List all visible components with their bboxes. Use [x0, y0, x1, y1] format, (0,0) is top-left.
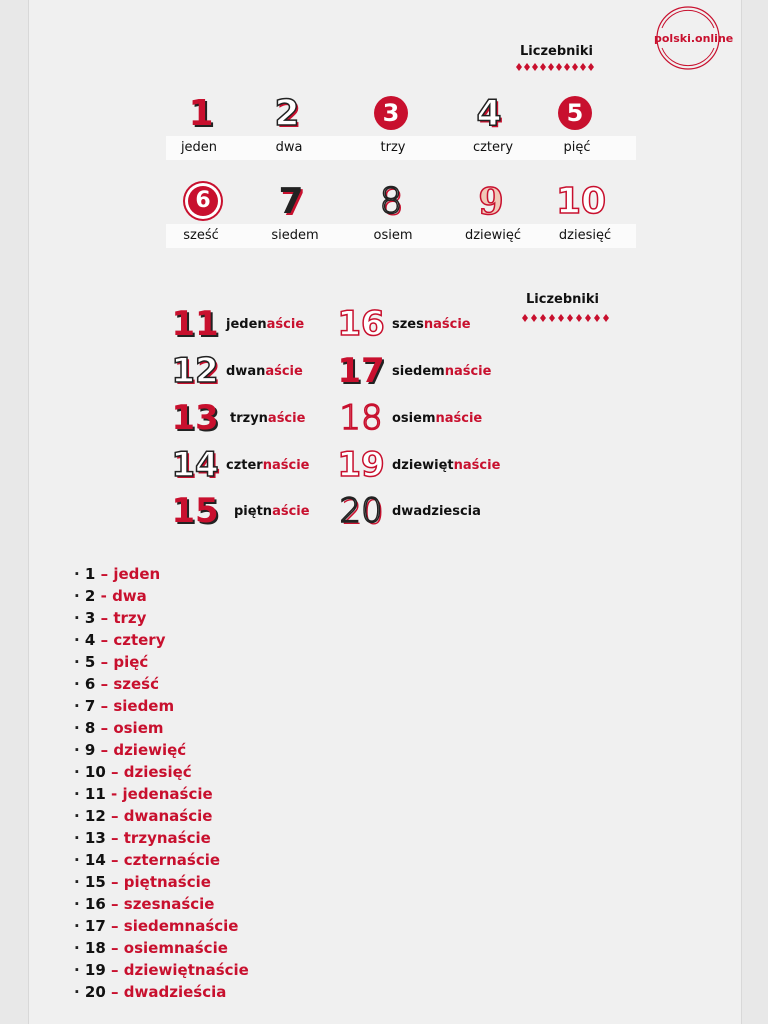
list-number: 16 [84, 895, 106, 913]
list-separator: – [100, 741, 109, 759]
list-word: dziewięć [113, 741, 187, 759]
teen-15: 15 piętnaście [171, 491, 310, 531]
digit-9: 9 [478, 181, 504, 223]
list-separator: – [111, 873, 119, 891]
list-separator: – [111, 917, 119, 935]
list-number: 19 [84, 961, 106, 979]
teen-17: 17 siedemnaście [337, 351, 492, 391]
list-separator: – [111, 983, 119, 1001]
list-word: sześć [113, 675, 159, 693]
bullet: · [74, 785, 85, 803]
list-word: cztery [113, 631, 166, 649]
list-item [74, 563, 249, 585]
word-dziewiec: dziewięć [464, 228, 522, 243]
list-number: 3 [84, 609, 96, 627]
list-word: czternaście [123, 851, 221, 869]
list-number: 4 [84, 631, 96, 649]
word-osiem: osiem [373, 228, 413, 243]
list-item [74, 827, 249, 849]
teen-18: 18 osiemnaście [339, 398, 483, 438]
list-word: osiemnaście [123, 939, 228, 957]
list-word: dziewiętnaście [123, 961, 249, 979]
list-number: 6 [84, 675, 96, 693]
list-separator: – [100, 719, 109, 737]
list-word: szesnaście [123, 895, 215, 913]
list-number: 20 [84, 983, 106, 1001]
list-word: osiem [113, 719, 164, 737]
word-trzy: trzy [380, 140, 406, 155]
polski-online-logo[interactable] [654, 4, 734, 72]
list-number: 9 [84, 741, 96, 759]
list-item [74, 651, 249, 673]
bullet: · [74, 653, 85, 671]
diamond-divider-icon [516, 63, 600, 71]
list-item [74, 739, 249, 761]
numbers-list [74, 563, 249, 1003]
teen-13: 13 trzynaście [171, 398, 306, 438]
word-piec: pięć [563, 140, 591, 155]
list-separator: – [111, 851, 119, 869]
bullet: · [74, 961, 85, 979]
list-word: siedem [113, 697, 175, 715]
list-separator: – [111, 895, 119, 913]
list-separator: – [100, 697, 109, 715]
bullet: · [74, 587, 85, 605]
bullet: · [74, 675, 85, 693]
list-number: 15 [84, 873, 106, 891]
list-separator: – [111, 961, 119, 979]
list-item [74, 629, 249, 651]
list-number: 5 [84, 653, 96, 671]
list-word: jeden [113, 565, 161, 583]
teen-19: 19 dziewiętnaście [337, 445, 501, 485]
numbers-11-20-card [166, 284, 644, 540]
list-separator: - [100, 587, 107, 605]
bullet: · [74, 741, 85, 759]
list-item [74, 937, 249, 959]
list-separator: – [100, 675, 109, 693]
list-separator: – [111, 807, 119, 825]
list-item [74, 959, 249, 981]
word-szesc: sześć [183, 228, 219, 243]
list-item [74, 981, 249, 1003]
list-item [74, 673, 249, 695]
teen-20: 20 dwadziescia [339, 491, 481, 531]
bullet: · [74, 851, 85, 869]
list-separator: – [111, 939, 119, 957]
bullet: · [74, 917, 85, 935]
list-word: dziesięć [123, 763, 192, 781]
digit-2: 2 [274, 93, 300, 134]
list-number: 11 [84, 785, 106, 803]
bullet: · [74, 763, 85, 781]
list-number: 12 [84, 807, 106, 825]
list-number: 7 [84, 697, 96, 715]
list-number: 8 [84, 719, 96, 737]
list-number: 14 [84, 851, 106, 869]
list-word: dwanaście [123, 807, 213, 825]
list-word: pięć [113, 653, 149, 671]
list-separator: - [111, 785, 118, 803]
word-siedem: siedem [271, 228, 319, 243]
list-item [74, 761, 249, 783]
word-jeden: jeden [180, 140, 218, 155]
bullet: · [74, 697, 85, 715]
list-number: 2 [84, 587, 96, 605]
list-separator: – [111, 763, 119, 781]
bullet: · [74, 565, 85, 583]
list-word: trzy [113, 609, 147, 627]
list-separator: – [100, 565, 109, 583]
list-item [74, 893, 249, 915]
list-separator: – [100, 631, 109, 649]
list-number: 1 [84, 565, 96, 583]
teen-16: 16 szesnaście [337, 304, 471, 344]
teen-11: 11 jedenaście [171, 304, 305, 344]
word-dwa: dwa [275, 140, 303, 155]
list-word: siedemnaście [123, 917, 239, 935]
numbers-1-10-card [166, 38, 636, 274]
list-item [74, 915, 249, 937]
bullet: · [74, 807, 85, 825]
list-word: piętnaście [123, 873, 211, 891]
diamond-divider-icon [522, 314, 614, 322]
digit-10: 10 [555, 181, 607, 222]
digit-5: 5 [540, 96, 610, 130]
list-word: dwadzieścia [123, 983, 227, 1001]
digit-8: 8 [379, 181, 403, 222]
list-number: 17 [84, 917, 106, 935]
bullet: · [74, 873, 85, 891]
digit-6: 6 [168, 186, 238, 216]
word-cztery: cztery [472, 140, 514, 155]
list-item [74, 871, 249, 893]
digit-7: 7 [278, 181, 304, 222]
list-separator: – [100, 609, 109, 627]
list-word: trzynaście [123, 829, 211, 847]
list-separator: – [111, 829, 119, 847]
logo-text: polski.online [654, 32, 734, 45]
list-item [74, 717, 249, 739]
list-item [74, 805, 249, 827]
list-item [74, 783, 249, 805]
list-number: 18 [84, 939, 106, 957]
bullet: · [74, 631, 85, 649]
list-word: dwa [112, 587, 147, 605]
digit-1: 1 [188, 93, 214, 134]
card2-title: Liczebniki [526, 292, 599, 307]
list-number: 13 [84, 829, 106, 847]
teen-14: 14 czternaście [171, 445, 310, 485]
bullet: · [74, 983, 85, 1001]
list-number: 10 [84, 763, 106, 781]
word-dziesiec: dziesięć [558, 228, 612, 243]
bullet: · [74, 829, 85, 847]
list-item [74, 607, 249, 629]
card1-title: Liczebniki [520, 44, 593, 59]
bullet: · [74, 609, 85, 627]
bullet: · [74, 939, 85, 957]
digit-3: 3 [356, 96, 426, 130]
list-item [74, 585, 249, 607]
list-word: jedenaście [122, 785, 213, 803]
bullet: · [74, 719, 85, 737]
teen-12: 12 dwanaście [171, 351, 303, 391]
bullet: · [74, 895, 85, 913]
list-item [74, 849, 249, 871]
list-item [74, 695, 249, 717]
list-separator: – [100, 653, 109, 671]
digit-4: 4 [476, 93, 502, 134]
